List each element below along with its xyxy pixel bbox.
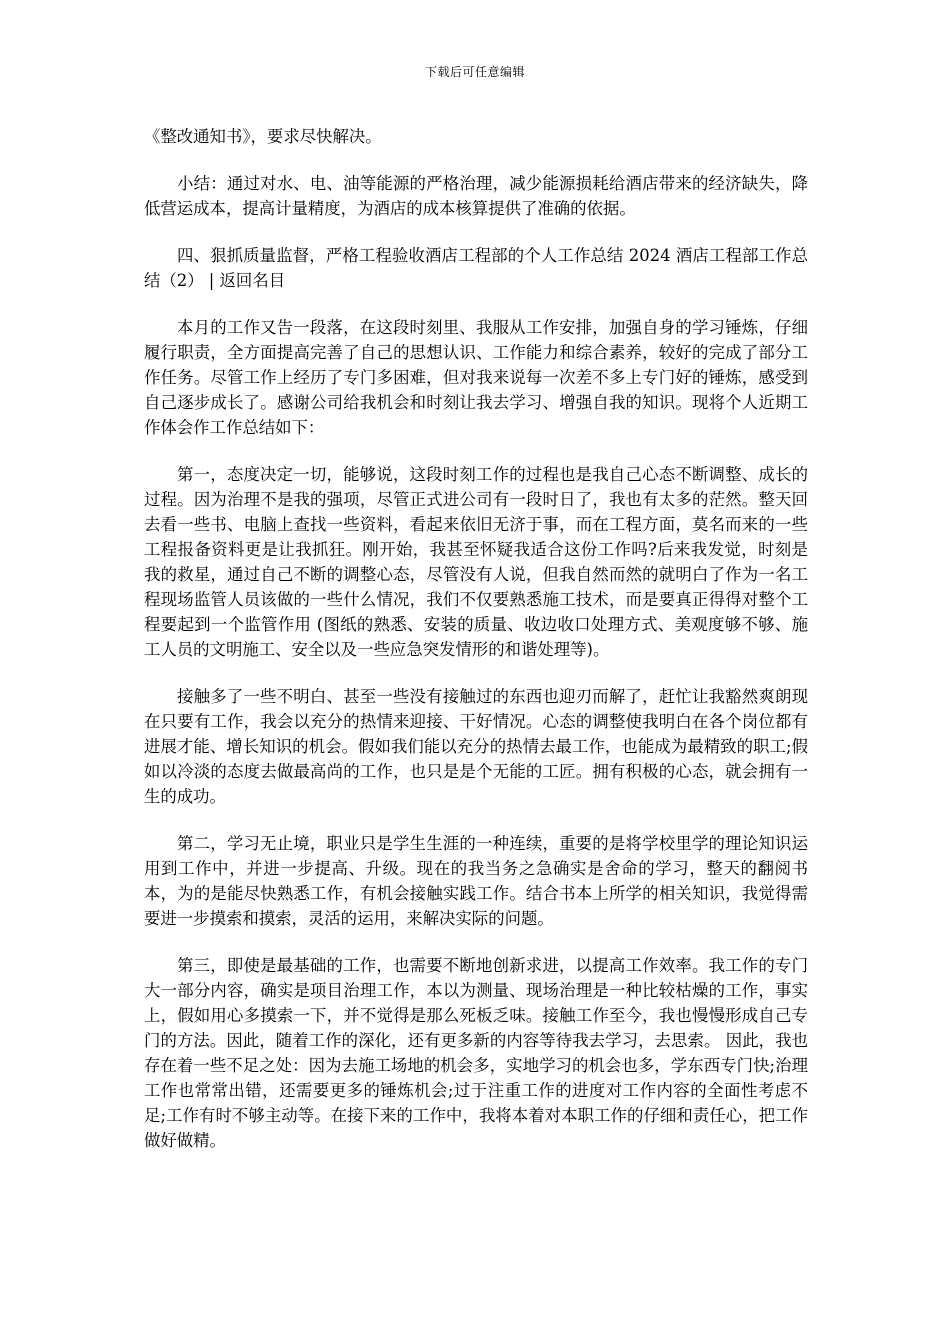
paragraph-second-learning: 第二，学习无止境，职业只是学生生涯的一种连续，重要的是将学校里学的理论知识运用到工作中，并进一步提高、升级。现在的我当务之急确实是舍命的学习，整天的翻阅书本，为的是能尽快熟悉工作，有机会接触实践工作。结合书本上所学的相关知识，我觉得需要进一步摸索和摸索，灵活的运用，来解决实际的问题。 (144, 834, 808, 928)
paragraph-mindset: 接触多了一些不明白、甚至一些没有接触过的东西也迎刃而解了，赶忙让我豁然爽朗现在只要有工作，我会以充分的热情来迎接、干好情况。心态的调整使我明白在各个岗位都有进展才能、增长知识的机会。假如我们能以充分的热情去最工作，也能成为最精致的职工;假如以冷淡的态度去做最高尚的工作，也只是是个无能的工匠。拥有积极的心态，就会拥有一生的成功。 (144, 687, 808, 806)
paragraph-rectification-notice: 《整改通知书》，要求尽快解决。 (144, 127, 382, 146)
paragraph-section-heading: 四、狠抓质量监督，严格工程验收酒店工程部的个人工作总结 2024 酒店工程部工作总结（2） | 返回名目 (144, 246, 808, 290)
page-header: 下载后可任意编辑 (424, 65, 525, 79)
paragraph-first-attitude: 第一，态度决定一切，能够说，这段时刻工作的过程也是我自己心态不断调整、成长的过程。因为治理不是我的强项，尽管正式进公司有一段时日了，我也有太多的茫然。整天回去看一些书、电脑上查找一些资料，看起来依旧无济于事，而在工程方面，莫名而来的一些工程报备资料更是让我抓狂。刚开始，我甚至怀疑我适合这份工作吗?后来我发觉，时刻是我的救星，通过自己不断的调整心态，尽管没有人说，但我自然而然的就明白了作为一名工程现场监管人员该做的一些什么情况，我们不仅要熟悉施工技术，而是要真正得得对整个工程要起到一个监管作用 (图纸的熟悉、安装的质量、收边收口处理方式、美观度够不够、施工人员的文明施工、安全以及一些应急突发情形的和谐处理等)。 (144, 465, 808, 659)
paragraph-summary: 小结：通过对水、电、油等能源的严格治理，减少能源损耗给酒店带来的经济缺失，降低营运成本，提高计量精度，为酒店的成本核算提供了准确的依据。 (144, 174, 808, 218)
paragraph-third-innovation: 第三，即使是最基础的工作，也需要不断地创新求进，以提高工作效率。我工作的专门大一部分内容，确实是项目治理工作，本以为测量、现场治理是一种比较枯燥的工作，事实上，假如用心多摸索一下，并不觉得是那么死板乏味。接触工作至今，我也慢慢形成自己专门的方法。因此，随着工作的深化，还有更多新的内容等待我去学习，去思索。 因此，我也存在着一些不足之处：因为去施工场地的机会多，实地学习的机会也多，学东西专门快;治理工作也常常出错，还需要更多的锤炼机会;过于注重工作的进度对工作内容的全面性考虑不足;工作有时不够主动等。在接下来的工作中，我将本着对本职工作的仔细和责任心，把工作做好做精。 (144, 956, 808, 1150)
document-body (144, 124, 808, 1175)
paragraph-intro: 本月的工作又告一段落，在这段时刻里、我服从工作安排，加强自身的学习锤炼，仔细履行职责，全方面提高完善了自己的思想认识、工作能力和综合素养，较好的完成了部分工作任务。尽管工作上经历了专门多困难，但对我来说每一次差不多上专门好的锤炼，感受到自己逐步成长了。感谢公司给我机会和时刻让我去学习、增强自我的知识。现将个人近期工作体会作工作总结如下： (144, 318, 808, 437)
